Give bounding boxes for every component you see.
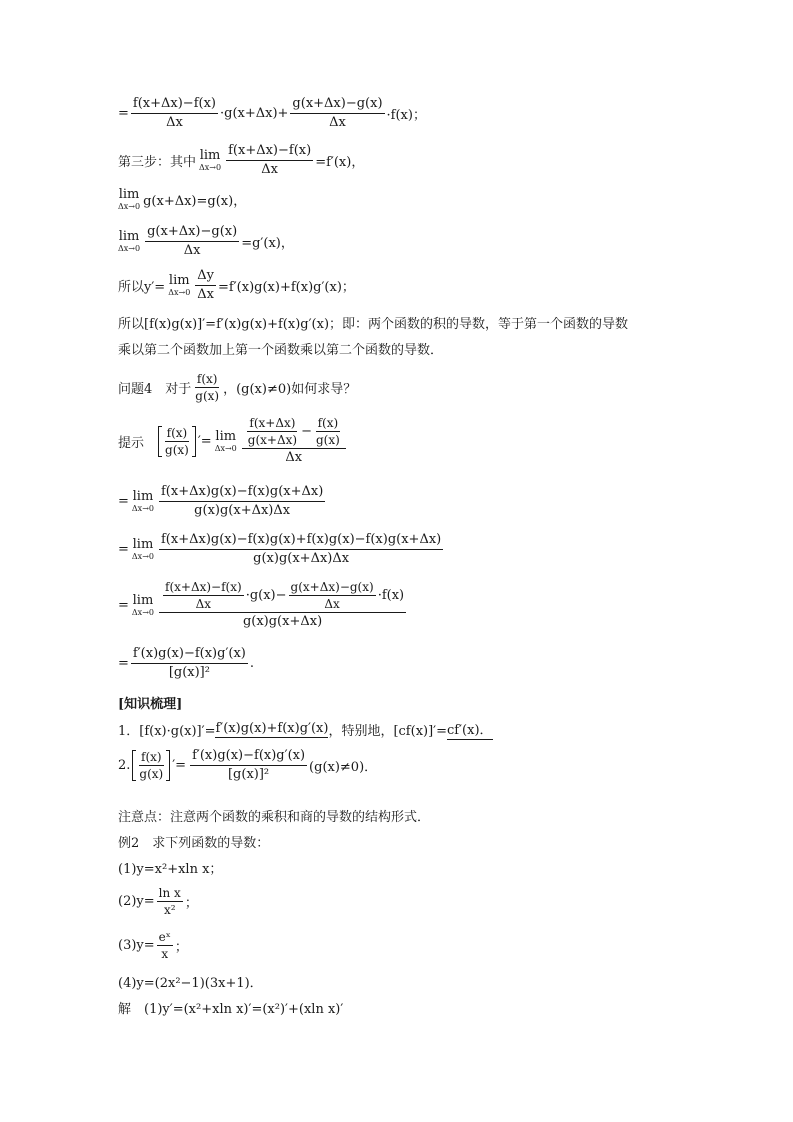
fraction-numerator: eˣ — [158, 930, 171, 944]
limit-subscript: Δx→0 — [131, 504, 154, 513]
expr-text: 2. — [118, 758, 131, 773]
limit-word: lim — [118, 229, 140, 244]
equals-sign: = — [118, 542, 129, 557]
derivation-line-4 — [118, 646, 254, 681]
fraction — [163, 580, 244, 611]
limit-word: lim — [168, 273, 190, 288]
derivation-line-3 — [118, 580, 408, 630]
fraction-numerator: ln x — [158, 886, 181, 900]
limit — [132, 594, 154, 617]
fraction — [159, 484, 325, 519]
fraction-denominator: g(x) — [195, 389, 220, 403]
fraction-numerator: f(x) — [317, 416, 339, 430]
paragraph-line: 所以[f(x)g(x)]′=f′(x)g(x)+f(x)g′(x)；即：两个函数的积的导数，等于第一个函数的导数 — [118, 317, 629, 332]
fraction-numerator: f(x+Δx)−f(x) — [131, 96, 218, 114]
fraction-numerator: f(x) — [166, 425, 188, 440]
limit-subscript: Δx→0 — [131, 552, 154, 561]
fraction-denominator: g(x) — [165, 442, 189, 457]
fraction-denominator: Δx — [166, 115, 183, 130]
fraction — [157, 886, 183, 917]
fraction-numerator: f(x+Δx)−f(x) — [226, 143, 313, 161]
example2-part-1: (1)y=x²+xln x； — [118, 862, 223, 877]
fraction-denominator: x² — [163, 903, 176, 917]
example2-part-4: (4)y=(2x²−1)(3x+1)． — [118, 976, 263, 991]
expr-text: g(x+Δx)=g(x)， — [143, 194, 247, 209]
expr-text: ； — [174, 940, 188, 955]
hint-line — [118, 416, 348, 466]
fraction-denominator: Δx — [329, 115, 346, 130]
solution-line: 解 (1)y′=(x²+xln x)′=(x²)′+(xln x)′ — [118, 1002, 344, 1017]
knowledge-item-1 — [118, 719, 493, 740]
expr-text: ·g(x)− — [245, 587, 287, 603]
expr-text: ·f(x)； — [386, 108, 426, 123]
step2-tail-line — [118, 96, 426, 131]
fraction-denominator: [g(x)]² — [168, 665, 210, 680]
expr-text: =f′(x)g(x)+f(x)g′(x)； — [218, 280, 355, 295]
equals-sign: = — [118, 656, 129, 671]
expr-text: ·f(x) — [377, 587, 405, 603]
fraction-numerator: f(x+Δx)g(x)−f(x)g(x)+f(x)g(x)−f(x)g(x+Δx) — [159, 532, 443, 550]
expr-text: (2)y= — [118, 894, 155, 909]
limit-gprime-line — [118, 224, 294, 259]
limit-subscript: Δx→0 — [214, 443, 237, 453]
expr-text: ； — [184, 896, 198, 911]
fraction — [246, 416, 299, 447]
fraction — [226, 143, 313, 178]
example2-title: 例2 求下列函数的导数： — [118, 836, 270, 851]
limit-g-line — [118, 188, 246, 211]
so-y-line — [118, 268, 355, 303]
step3-line — [118, 143, 364, 178]
fraction — [163, 426, 191, 457]
minus-sign: − — [301, 423, 312, 439]
knowledge-title: [知识梳理] — [118, 697, 183, 712]
fraction — [290, 96, 384, 131]
fraction-numerator: g(x+Δx)−g(x) — [290, 580, 374, 594]
fraction-denominator: Δx — [285, 450, 303, 465]
expr-text: =g′(x)， — [241, 236, 294, 251]
compound-fraction — [159, 580, 406, 630]
limit-word: lim — [118, 187, 140, 202]
example2-part-2 — [118, 886, 198, 917]
limit — [132, 538, 154, 561]
fraction — [190, 748, 307, 783]
fraction-denominator: g(x+Δx) — [247, 433, 298, 447]
limit-subscript: Δx→0 — [168, 288, 191, 297]
expr-text: . — [249, 656, 255, 671]
limit-word: lim — [132, 537, 154, 552]
fraction-denominator: Δx — [261, 162, 279, 177]
expr-text: 所以y′= — [118, 280, 166, 295]
limit-subscript: Δx→0 — [118, 244, 141, 253]
equals-sign: = — [118, 106, 129, 121]
compound-fraction — [242, 416, 346, 466]
fraction-numerator: f′(x)g(x)−f(x)g′(x) — [190, 748, 307, 766]
expr-text: ，特别地，[cf(x)]′= — [328, 724, 448, 739]
expr-text: (g(x)≠0)． — [309, 760, 378, 775]
fraction-denominator: g(x) — [139, 767, 164, 781]
fraction-denominator: Δx — [324, 597, 340, 611]
equals-sign: = — [118, 597, 129, 613]
expr-text: ′= — [172, 758, 187, 773]
note-line: 注意点：注意两个函数的乘积和商的导数的结构形式． — [118, 810, 431, 825]
fraction-numerator: g(x+Δx)−g(x) — [145, 224, 239, 242]
derivation-line-2 — [118, 532, 445, 567]
fraction — [159, 532, 443, 567]
fraction-numerator: f(x) — [196, 372, 218, 386]
hint-label: 提示 — [118, 435, 145, 451]
fraction-numerator: f′(x)g(x)−f(x)g′(x) — [131, 646, 248, 664]
fraction-denominator: Δx — [183, 243, 201, 258]
limit — [199, 149, 221, 172]
fraction — [314, 416, 342, 447]
limit-word: lim — [215, 428, 237, 444]
example2-part-3 — [118, 930, 188, 961]
fraction-numerator — [159, 580, 406, 613]
fraction — [131, 96, 218, 131]
fraction-numerator: f(x) — [141, 750, 162, 764]
fraction — [131, 646, 248, 681]
bracket — [158, 426, 196, 457]
limit — [215, 430, 237, 453]
answer-blank: cf′(x)． — [447, 719, 493, 740]
limit-subscript: Δx→0 — [118, 202, 141, 211]
expr-text: 1．[f(x)·g(x)]′= — [118, 724, 216, 739]
limit — [118, 188, 140, 211]
fraction-denominator: g(x)g(x+Δx) — [242, 614, 323, 629]
fraction-numerator — [242, 416, 346, 449]
fraction — [289, 580, 376, 611]
fraction-denominator: Δx — [197, 287, 215, 302]
question-label: 问题4 对于 — [118, 382, 192, 397]
limit-word: lim — [132, 489, 154, 504]
fraction-numerator: f(x+Δx)g(x)−f(x)g(x+Δx) — [159, 484, 325, 502]
fraction-denominator: g(x) — [316, 433, 340, 447]
equals-sign: = — [118, 494, 129, 509]
fraction-denominator: g(x)g(x+Δx)Δx — [194, 503, 291, 518]
fraction-denominator: g(x)g(x+Δx)Δx — [253, 551, 350, 566]
expr-text: ′= — [197, 433, 212, 449]
paragraph-line: 乘以第二个函数加上第一个函数乘以第二个函数的导数． — [118, 343, 444, 358]
fraction-denominator: Δx — [195, 597, 212, 611]
fraction — [137, 750, 165, 781]
derivation-line-1 — [118, 484, 327, 519]
expr-text: (3)y= — [118, 938, 155, 953]
fraction-denominator: x — [161, 947, 169, 961]
limit — [168, 274, 190, 297]
step-label: 第三步：其中 — [118, 155, 197, 170]
product-rule-paragraph — [118, 312, 698, 364]
fraction — [157, 930, 173, 961]
fraction — [145, 224, 239, 259]
fraction-numerator: Δy — [195, 268, 216, 286]
fraction-denominator: [g(x)]² — [227, 767, 270, 782]
expr-text: =f′(x)， — [315, 155, 365, 170]
fraction — [193, 372, 221, 403]
limit-subscript: Δx→0 — [199, 163, 222, 172]
expr-text: ·g(x+Δx)+ — [219, 106, 289, 121]
limit — [118, 230, 140, 253]
limit-word: lim — [132, 592, 154, 608]
question4-line — [118, 372, 356, 403]
bracket — [132, 750, 170, 781]
fraction — [195, 268, 216, 303]
fraction-numerator: g(x+Δx)−g(x) — [290, 96, 384, 114]
fraction-numerator: f(x+Δx) — [249, 416, 296, 430]
knowledge-item-2 — [118, 748, 377, 783]
expr-text: ，(g(x)≠0)如何求导？ — [223, 382, 357, 397]
limit — [132, 490, 154, 513]
answer-blank: f′(x)g(x)+f(x)g′(x) — [215, 721, 329, 736]
limit-subscript: Δx→0 — [131, 607, 154, 617]
fraction-numerator: f(x+Δx)−f(x) — [165, 580, 242, 594]
limit-word: lim — [199, 148, 221, 163]
